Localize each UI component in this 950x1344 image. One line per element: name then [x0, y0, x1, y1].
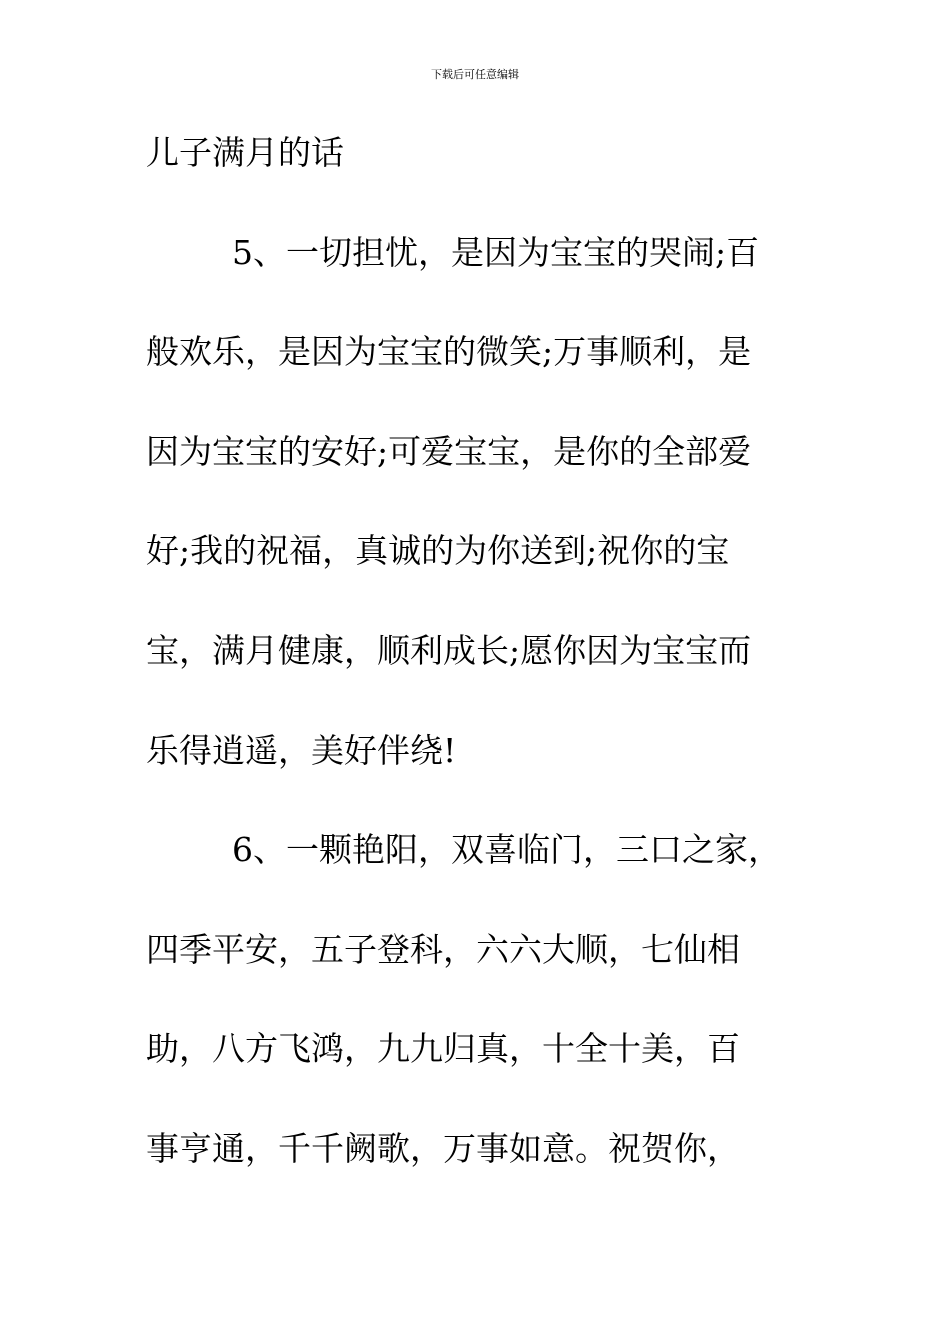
- paragraph-line: 般欢乐，是因为宝宝的微笑;万事顺利，是: [146, 332, 752, 372]
- paragraph-line: 因为宝宝的安好;可爱宝宝，是你的全部爱: [146, 431, 752, 471]
- paragraph-line: 宝，满月健康，顺利成长;愿你因为宝宝而: [146, 630, 752, 670]
- paragraph-line: 6、一颗艳阳，双喜临门，三口之家，: [232, 830, 781, 870]
- paragraph-line: 5、一切担忧，是因为宝宝的哭闹;百: [232, 232, 760, 272]
- paragraph-line: 事亨通，千千阙歌，万事如意。祝贺你，: [146, 1128, 740, 1168]
- paragraph-line: 助，八方飞鸿，九九归真，十全十美，百: [146, 1029, 740, 1069]
- document-title: 儿子满月的话: [146, 133, 344, 172]
- paragraph-line: 四季平安，五子登科，六六大顺，七仙相: [146, 929, 740, 969]
- page-header: 下载后可任意编辑: [431, 68, 519, 81]
- paragraph-line: 好;我的祝福，真诚的为你送到;祝你的宝: [146, 531, 730, 571]
- document-body: [146, 128, 804, 1224]
- paragraph-line: 乐得逍遥，美好伴绕!: [146, 730, 457, 770]
